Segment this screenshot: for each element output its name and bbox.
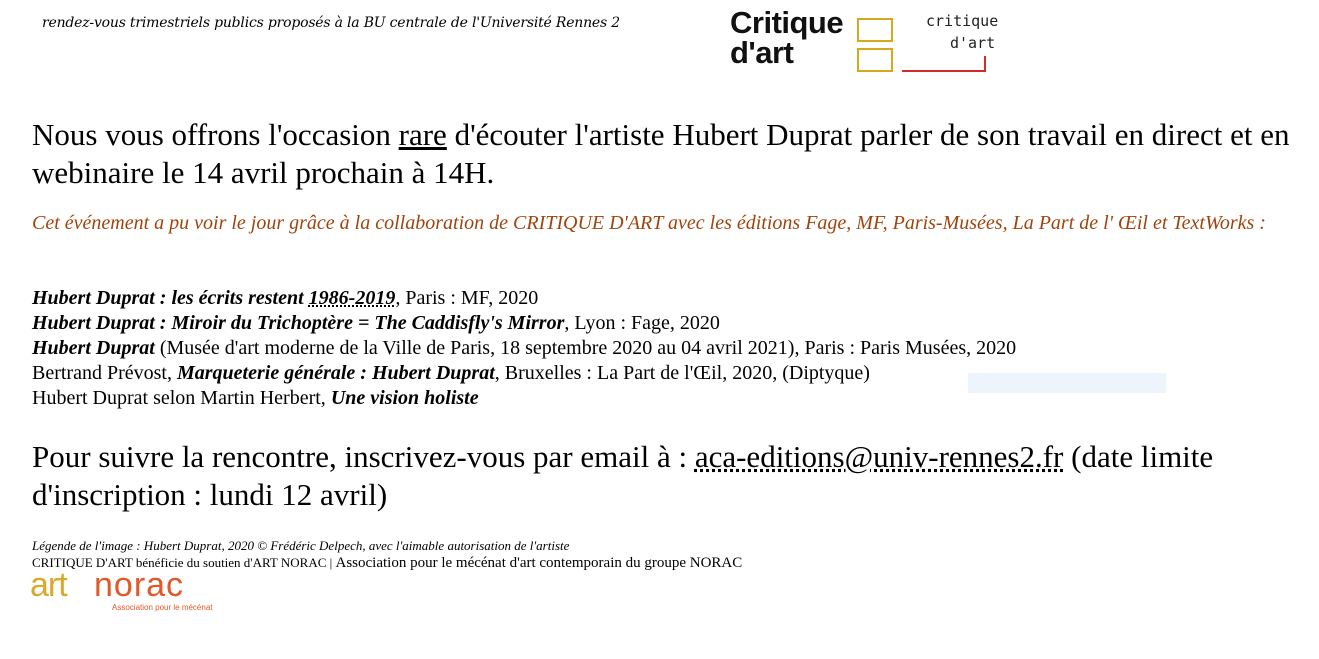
bibliography-list: [32, 286, 1312, 411]
critique-dart-logo: [730, 5, 999, 78]
logo-word-critique: Critique: [730, 5, 844, 40]
bibliography-item: [32, 311, 1312, 336]
logo-square-top: [857, 18, 893, 42]
book-details: (Musée d'art moderne de la Ville de Paris, 18 septembre 2020 au 04 avril 2021), Paris : Paris Musées, 2020: [154, 337, 1017, 359]
logo-small-critique: critique: [926, 12, 999, 30]
logo-word-dart: d'art: [730, 35, 794, 70]
bibliography-item: [32, 361, 1312, 386]
intro-text-before: Nous vous offrons l'occasion: [32, 117, 399, 152]
bibliography-item: [32, 386, 1312, 411]
book-details: , Lyon : Fage, 2020: [564, 312, 720, 334]
book-author: Hubert Duprat selon Martin Herbert,: [32, 387, 331, 409]
intro-text-after: d'écouter l'artiste Hubert Duprat parler de son travail en direct et en webinaire le 14 avril prochain à 14H.: [32, 117, 1290, 190]
book-details: , Bruxelles : La Part de l'Œil, 2020, (Diptyque): [494, 362, 870, 384]
email-link[interactable]: aca-editions@univ-rennes2.fr: [694, 439, 1064, 474]
image-legend: Légende de l'image : Hubert Duprat, 2020 © Frédéric Delpech, avec l'aimable autorisation de l'artiste: [32, 538, 570, 553]
book-title: Hubert Duprat : les écrits restent: [32, 287, 309, 309]
book-title: Hubert Duprat: [32, 337, 155, 359]
logo-small-dart: d'art: [950, 34, 996, 52]
book-title-dates: 1986-2019: [308, 287, 396, 309]
logo-subtitle: Association pour le mécénat: [112, 603, 213, 612]
intro-paragraph: [32, 116, 1312, 192]
bibliography-item: [32, 286, 1312, 311]
book-details: , Paris : MF, 2020: [395, 287, 539, 309]
sponsor-text-part2: Association pour le mécénat d'art contemporain du groupe NORAC: [335, 555, 743, 571]
art-norac-logo: [30, 566, 230, 618]
logo-red-line: [902, 70, 986, 72]
signup-text-after: (date limite d'inscription : lundi 12 avril): [32, 439, 1214, 512]
book-title: Hubert Duprat : Miroir du Trichoptère = The Caddisfly's Mirror: [32, 312, 565, 334]
bibliography-item: [32, 336, 1312, 361]
logo-square-bottom: [857, 48, 893, 72]
signup-paragraph: [32, 438, 1312, 514]
collaboration-paragraph: Cet événement a pu voir le jour grâce à la collaboration de CRITIQUE D'ART avec les éditions Fage, MF, Paris-Musées, La Part de l' Œil et TextWorks :: [32, 212, 1266, 234]
logo-word-art: art: [30, 566, 67, 604]
logo-word-norac: norac: [94, 566, 185, 604]
book-title: Marqueterie générale : Hubert Duprat: [176, 362, 495, 384]
book-author: Bertrand Prévost,: [32, 362, 177, 384]
intro-emphasis: rare: [398, 117, 447, 152]
sponsor-text-part1: CRITIQUE D'ART bénéficie du soutien d'ART NORAC |: [32, 555, 336, 570]
header-tagline: rendez-vous trimestriels publics proposés à la BU centrale de l'Université Rennes 2: [42, 15, 620, 31]
signup-text-before: Pour suivre la rencontre, inscrivez-vous par email à :: [32, 439, 695, 474]
logo-red-tick: [984, 56, 986, 72]
book-title: Une vision holiste: [330, 387, 479, 409]
